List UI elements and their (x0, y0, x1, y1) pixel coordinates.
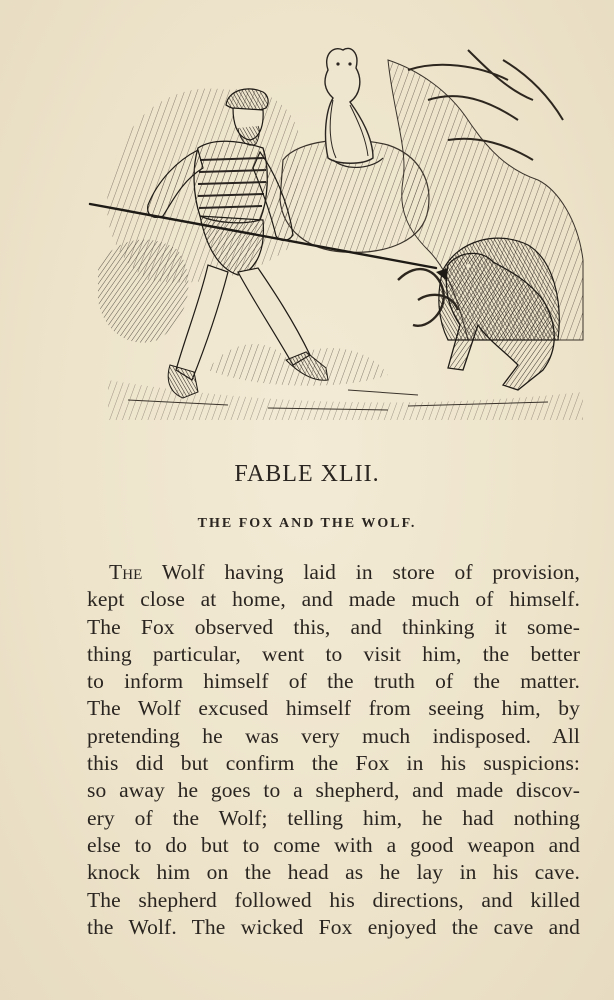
text-line: kept close at home, and made much of himself. (87, 587, 580, 612)
first-word: The (109, 560, 143, 584)
text-line: The Fox observed this, and thinking it some- (87, 614, 580, 639)
text-line: The Wolf excused himself from seeing him, by (87, 696, 580, 721)
text-line: so away he goes to a shepherd, and made discov- (87, 778, 580, 803)
engraving-shepherd-wolf-fox (88, 40, 588, 420)
text-line: this did but confirm the Fox in his suspicions: (87, 751, 580, 776)
fable-body-text (87, 559, 580, 941)
foliage-left-dark (98, 240, 188, 343)
text-line: The shepherd followed his directions, and killed (87, 887, 580, 912)
fable-title: THE FOX AND THE WOLF. (197, 516, 417, 531)
text-line: to inform himself of the truth of the matter. (87, 669, 580, 694)
text-line (87, 559, 580, 586)
text-line: the Wolf. The wicked Fox enjoyed the cave and (87, 914, 580, 939)
fable-number-heading: FABLE XLII. (234, 461, 380, 487)
text-line: knock him on the head as he lay in his cave. (87, 860, 580, 885)
text-line: else to do but to come with a good weapon and (87, 832, 580, 857)
text-line-content: Wolf having laid in store of provision, (142, 560, 580, 584)
text-line: thing particular, went to visit him, the better (87, 641, 580, 666)
text-line: ery of the Wolf; telling him, he had nothing (87, 805, 580, 830)
text-line: pretending he was very much indisposed. All (87, 723, 580, 748)
engraving-illustration (88, 40, 588, 420)
